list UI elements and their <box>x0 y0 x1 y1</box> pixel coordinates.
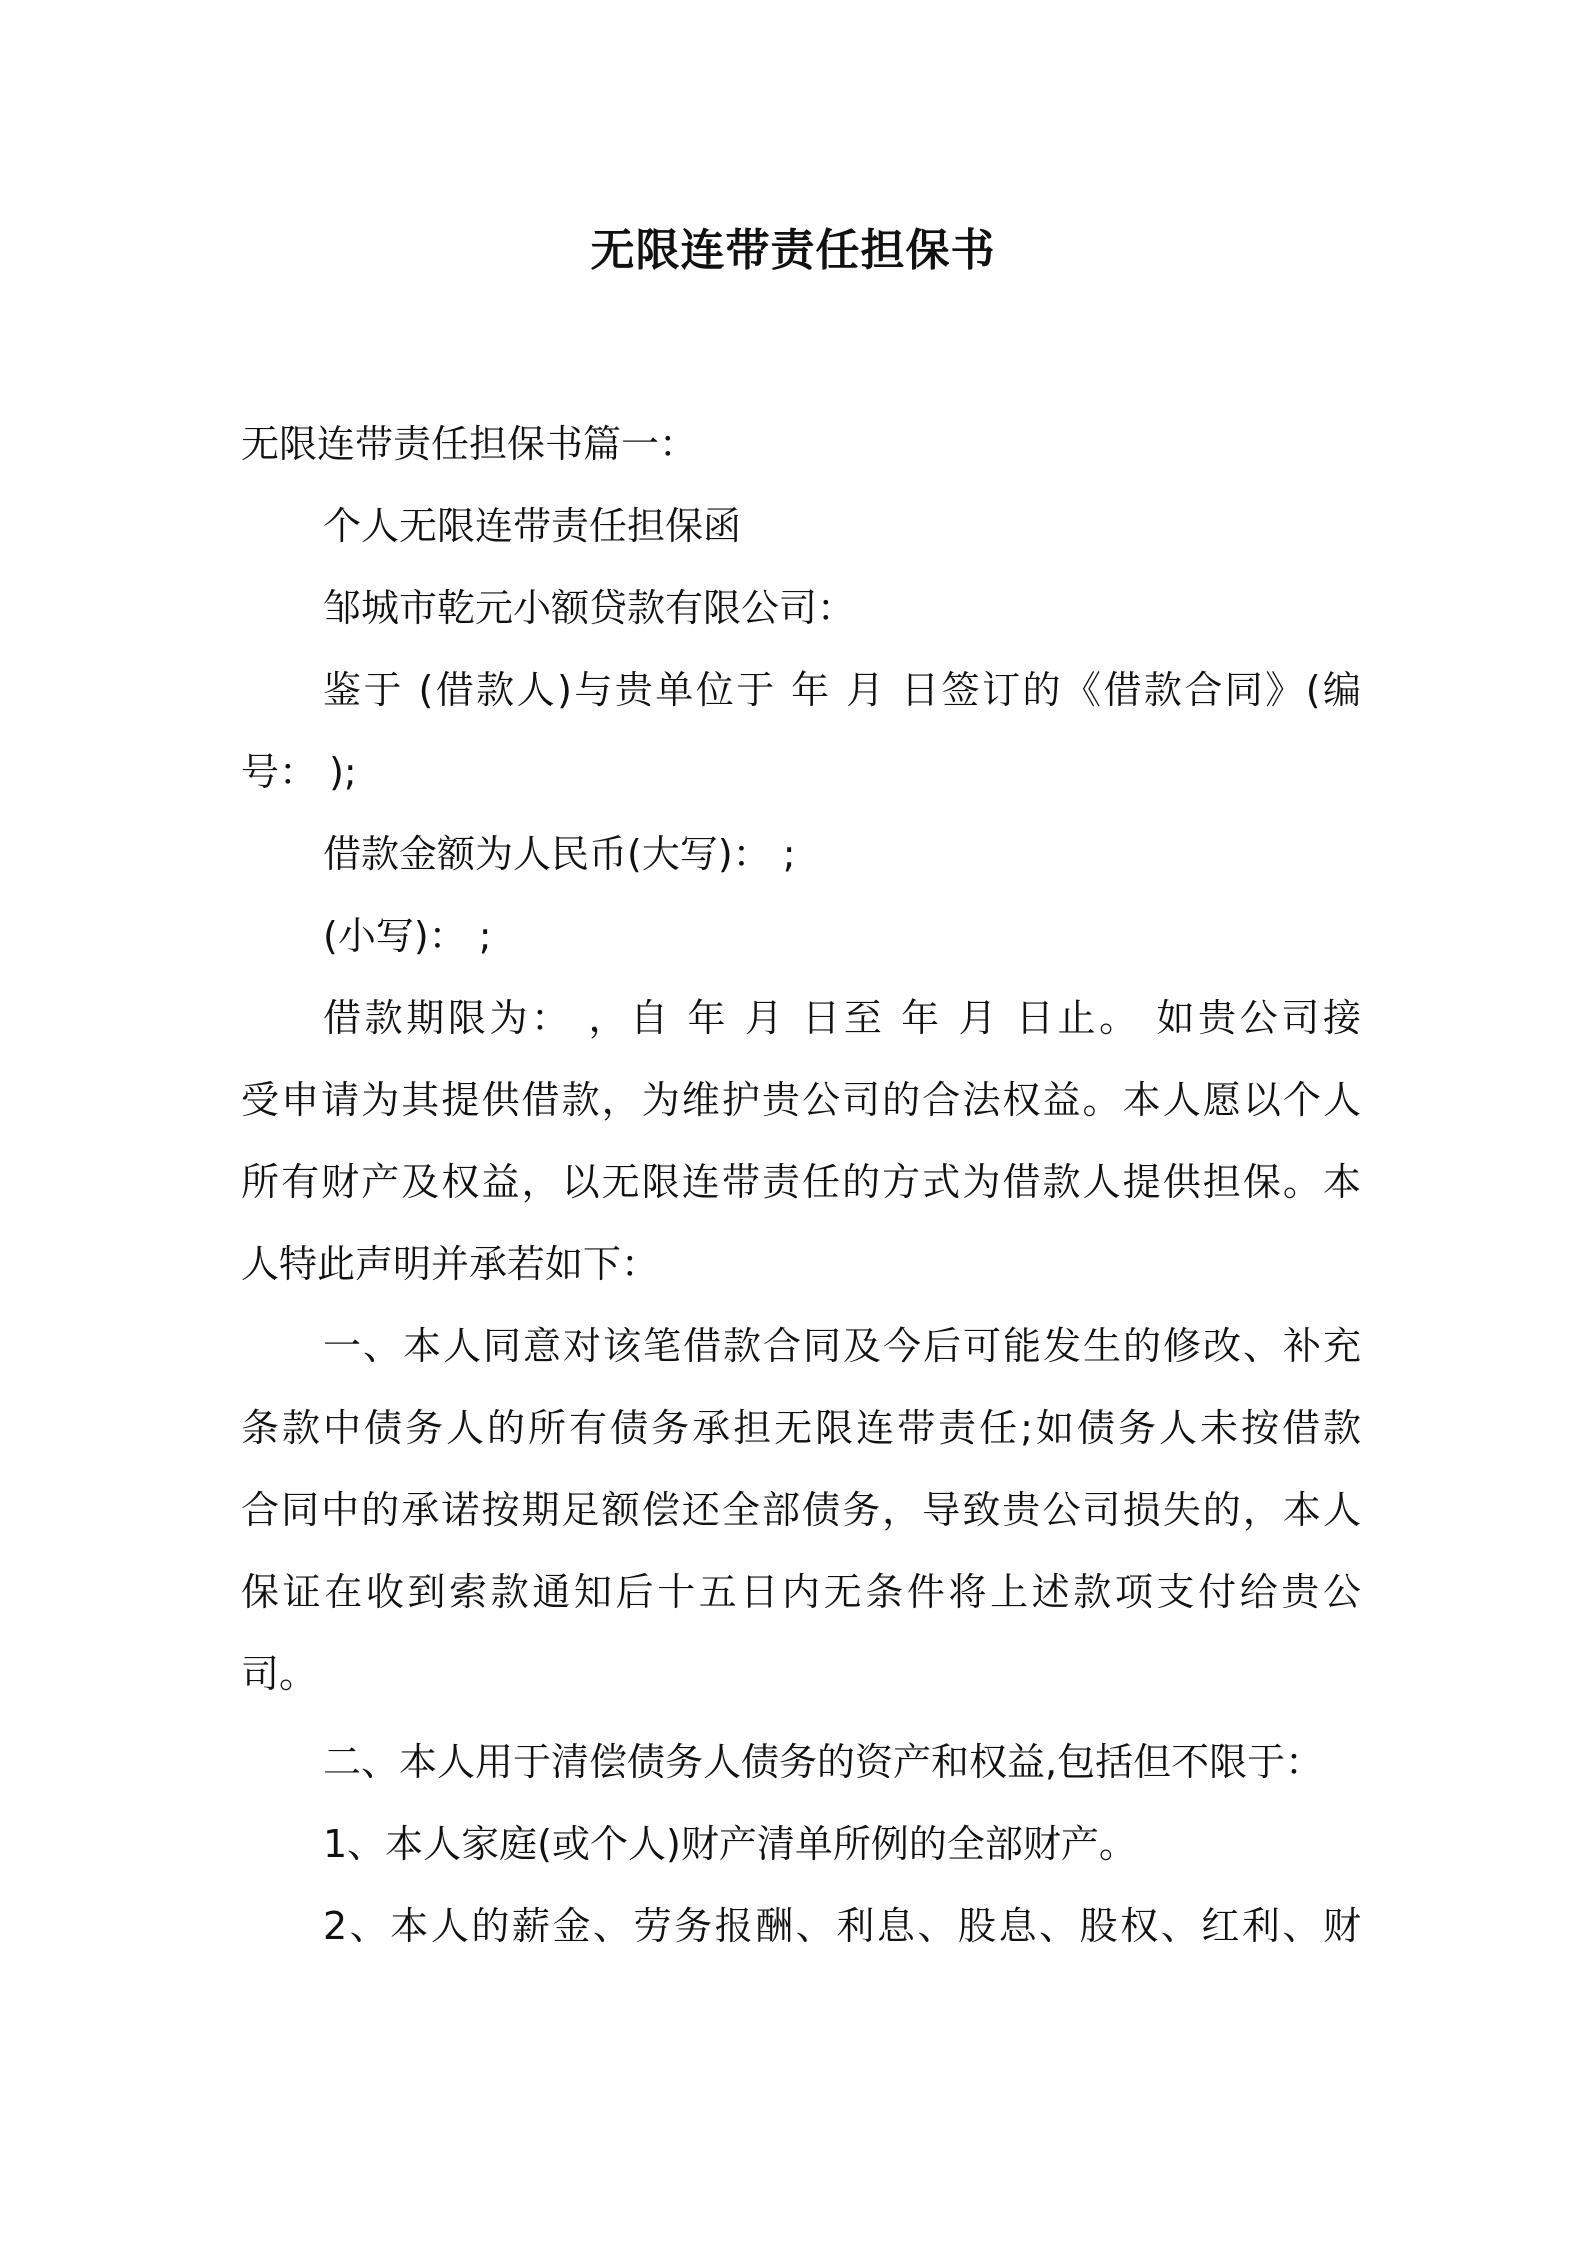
clause-line: 司。 <box>241 1652 318 1696</box>
clause-line: 条款中债务人的所有债务承担无限连带责任;如债务人未按借款 <box>241 1406 1361 1450</box>
clause-line: 二、本人用于清偿债务人债务的资产和权益,包括但不限于： <box>323 1740 1324 1784</box>
addressee: 邹城市乾元小额贷款有限公司： <box>323 586 856 630</box>
section-heading: 无限连带责任担保书篇一： <box>241 422 698 466</box>
document-title: 无限连带责任担保书 <box>590 225 996 276</box>
paragraph-line: 号： ); <box>241 750 357 794</box>
list-item: 1、本人家庭(或个人)财产清单所例的全部财产。 <box>323 1822 1137 1866</box>
paragraph-line: (小写)： ; <box>323 914 492 958</box>
clause-line: 保证在收到索款通知后十五日内无条件将上述款项支付给贵公 <box>241 1570 1361 1614</box>
paragraph-line: 鉴于 (借款人)与贵单位于 年 月 日签订的《借款合同》(编 <box>323 668 1361 712</box>
paragraph-line: 借款期限为： ，自 年 月 日至 年 月 日止。 如贵公司接 <box>323 996 1361 1040</box>
paragraph-line: 所有财产及权益，以无限连带责任的方式为借款人提供担保。本 <box>241 1160 1361 1204</box>
paragraph-line: 借款金额为人民币(大写)： ; <box>323 832 796 876</box>
clause-line: 合同中的承诺按期足额偿还全部债务，导致贵公司损失的，本人 <box>241 1488 1361 1532</box>
letter-title: 个人无限连带责任担保函 <box>323 504 742 548</box>
clause-line: 一、本人同意对该笔借款合同及今后可能发生的修改、补充 <box>323 1324 1361 1368</box>
list-item: 2、本人的薪金、劳务报酬、利息、股息、股权、红利、财 <box>323 1904 1361 1948</box>
paragraph-line: 人特此声明并承若如下： <box>241 1242 660 1286</box>
paragraph-line: 受申请为其提供借款，为维护贵公司的合法权益。本人愿以个人 <box>241 1078 1361 1122</box>
